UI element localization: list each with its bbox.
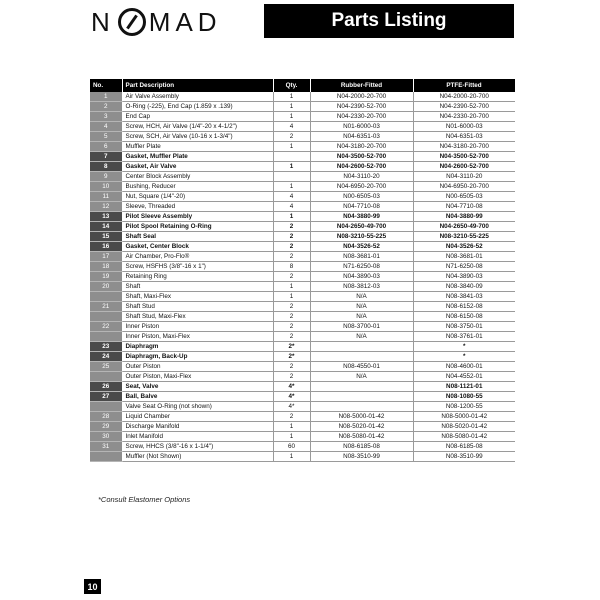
part-number-cell: 1 xyxy=(90,92,122,102)
rubber-fitted-cell: N/A xyxy=(310,312,413,322)
table-row xyxy=(90,402,515,412)
ptfe-fitted-cell: N08-3210-55-225 xyxy=(413,232,515,242)
part-description-cell: Inner Piston xyxy=(122,322,273,332)
ptfe-fitted-cell: N08-5080-01-42 xyxy=(413,432,515,442)
part-number-cell: 30 xyxy=(90,432,122,442)
table-row xyxy=(90,212,515,222)
table-row xyxy=(90,452,515,462)
part-description-cell: Muffler Plate xyxy=(122,142,273,152)
table-row xyxy=(90,442,515,452)
quantity-cell: 2 xyxy=(273,252,310,262)
ptfe-fitted-cell: N04-6351-03 xyxy=(413,132,515,142)
quantity-cell: 8 xyxy=(273,262,310,272)
ptfe-fitted-cell: N08-1080-55 xyxy=(413,392,515,402)
ptfe-fitted-cell: N08-6152-08 xyxy=(413,302,515,312)
rubber-fitted-cell: N04-2000-20-700 xyxy=(310,92,413,102)
table-row xyxy=(90,102,515,112)
table-row xyxy=(90,382,515,392)
part-description-cell: Outer Piston xyxy=(122,362,273,372)
column-header-qty: Qty. xyxy=(273,79,310,92)
part-description-cell: Gasket, Center Block xyxy=(122,242,273,252)
rubber-fitted-cell: N04-6351-03 xyxy=(310,132,413,142)
part-description-cell: Gasket, Air Valve xyxy=(122,162,273,172)
part-description-cell: Inner Piston, Maxi-Flex xyxy=(122,332,273,342)
rubber-fitted-cell xyxy=(310,352,413,362)
table-row xyxy=(90,432,515,442)
table-row xyxy=(90,392,515,402)
part-number-cell: 11 xyxy=(90,192,122,202)
part-number-cell: 18 xyxy=(90,262,122,272)
rubber-fitted-cell: N00-6505-03 xyxy=(310,192,413,202)
ptfe-fitted-cell: N71-6250-08 xyxy=(413,262,515,272)
rubber-fitted-cell: N04-2650-49-700 xyxy=(310,222,413,232)
part-description-cell: Retaining Ring xyxy=(122,272,273,282)
table-row xyxy=(90,112,515,122)
rubber-fitted-cell: N04-6950-20-700 xyxy=(310,182,413,192)
quantity-cell: 4 xyxy=(273,202,310,212)
part-number-cell: 19 xyxy=(90,272,122,282)
parts-table xyxy=(90,79,516,462)
ptfe-fitted-cell: N08-6185-08 xyxy=(413,442,515,452)
table-header-row xyxy=(90,79,515,92)
brand-logo-text-left: N xyxy=(91,6,115,37)
rubber-fitted-cell: N08-4550-01 xyxy=(310,362,413,372)
compass-icon xyxy=(118,8,146,36)
table-row xyxy=(90,412,515,422)
part-number-cell xyxy=(90,402,122,412)
rubber-fitted-cell: N04-3180-20-700 xyxy=(310,142,413,152)
quantity-cell: 60 xyxy=(273,442,310,452)
rubber-fitted-cell: N04-2600-52-700 xyxy=(310,162,413,172)
ptfe-fitted-cell: N08-4600-01 xyxy=(413,362,515,372)
ptfe-fitted-cell: N04-3890-03 xyxy=(413,272,515,282)
quantity-cell: 2 xyxy=(273,232,310,242)
rubber-fitted-cell: N04-3500-52-700 xyxy=(310,152,413,162)
quantity-cell: 2 xyxy=(273,312,310,322)
ptfe-fitted-cell: N04-6950-20-700 xyxy=(413,182,515,192)
table-row xyxy=(90,352,515,362)
part-number-cell: 4 xyxy=(90,122,122,132)
ptfe-fitted-cell: N04-3180-20-700 xyxy=(413,142,515,152)
ptfe-fitted-cell: N08-3841-03 xyxy=(413,292,515,302)
ptfe-fitted-cell: N04-2390-52-700 xyxy=(413,102,515,112)
rubber-fitted-cell xyxy=(310,382,413,392)
part-number-cell xyxy=(90,372,122,382)
parts-table-body xyxy=(90,92,515,462)
rubber-fitted-cell xyxy=(310,402,413,412)
part-description-cell: Bushing, Reducer xyxy=(122,182,273,192)
rubber-fitted-cell: N08-5000-01-42 xyxy=(310,412,413,422)
ptfe-fitted-cell: N04-2600-52-700 xyxy=(413,162,515,172)
table-row xyxy=(90,292,515,302)
ptfe-fitted-cell: N08-6150-08 xyxy=(413,312,515,322)
part-number-cell: 20 xyxy=(90,282,122,292)
quantity-cell: 1 xyxy=(273,292,310,302)
part-description-cell: Diaphragm, Back-Up xyxy=(122,352,273,362)
ptfe-fitted-cell: N08-3510-99 xyxy=(413,452,515,462)
rubber-fitted-cell: N08-5020-01-42 xyxy=(310,422,413,432)
quantity-cell: 1 xyxy=(273,142,310,152)
part-number-cell: 14 xyxy=(90,222,122,232)
brand-logo xyxy=(91,5,222,39)
part-number-cell: 13 xyxy=(90,212,122,222)
quantity-cell: 1 xyxy=(273,282,310,292)
table-row xyxy=(90,242,515,252)
ptfe-fitted-cell: N08-1121-01 xyxy=(413,382,515,392)
part-number-cell xyxy=(90,292,122,302)
part-description-cell: O-Ring (-225), End Cap (1.859 x .139) xyxy=(122,102,273,112)
part-description-cell: Screw, SCH, Air Valve (10-16 x 1-3/4") xyxy=(122,132,273,142)
table-row xyxy=(90,152,515,162)
quantity-cell: 1 xyxy=(273,432,310,442)
table-row xyxy=(90,162,515,172)
part-number-cell: 10 xyxy=(90,182,122,192)
part-number-cell: 31 xyxy=(90,442,122,452)
part-description-cell: Valve Seat O-Ring (not shown) xyxy=(122,402,273,412)
table-row xyxy=(90,92,515,102)
quantity-cell: 1 xyxy=(273,182,310,192)
ptfe-fitted-cell: * xyxy=(413,352,515,362)
rubber-fitted-cell: N04-3880-99 xyxy=(310,212,413,222)
table-row xyxy=(90,282,515,292)
part-number-cell xyxy=(90,312,122,322)
part-description-cell: Air Valve Assembly xyxy=(122,92,273,102)
table-row xyxy=(90,422,515,432)
table-row xyxy=(90,122,515,132)
ptfe-fitted-cell: N08-3681-01 xyxy=(413,252,515,262)
quantity-cell: 2 xyxy=(273,222,310,232)
ptfe-fitted-cell: N04-3110-20 xyxy=(413,172,515,182)
ptfe-fitted-cell: N04-2650-49-700 xyxy=(413,222,515,232)
rubber-fitted-cell: N/A xyxy=(310,332,413,342)
table-row xyxy=(90,312,515,322)
ptfe-fitted-cell: N04-3500-52-700 xyxy=(413,152,515,162)
rubber-fitted-cell: N01-6000-03 xyxy=(310,122,413,132)
part-description-cell: Shaft Stud, Maxi-Flex xyxy=(122,312,273,322)
table-row xyxy=(90,172,515,182)
rubber-fitted-cell: N08-3700-01 xyxy=(310,322,413,332)
quantity-cell: 2 xyxy=(273,272,310,282)
part-description-cell: Center Block Assembly xyxy=(122,172,273,182)
ptfe-fitted-cell: N08-5020-01-42 xyxy=(413,422,515,432)
quantity-cell: 2 xyxy=(273,332,310,342)
page-title: Parts Listing xyxy=(264,4,514,38)
part-description-cell: Gasket, Muffler Plate xyxy=(122,152,273,162)
part-description-cell: Muffler (Not Shown) xyxy=(122,452,273,462)
part-description-cell: Outer Piston, Maxi-Flex xyxy=(122,372,273,382)
part-description-cell: Ball, Balve xyxy=(122,392,273,402)
table-row xyxy=(90,322,515,332)
part-number-cell: 5 xyxy=(90,132,122,142)
table-row xyxy=(90,252,515,262)
rubber-fitted-cell: N08-3510-99 xyxy=(310,452,413,462)
column-header-description: Part Description xyxy=(122,79,273,92)
ptfe-fitted-cell: N08-3840-09 xyxy=(413,282,515,292)
table-row xyxy=(90,232,515,242)
quantity-cell xyxy=(273,152,310,162)
part-number-cell: 3 xyxy=(90,112,122,122)
brand-logo-text-right: MAD xyxy=(148,6,222,37)
part-description-cell: Diaphragm xyxy=(122,342,273,352)
part-number-cell: 16 xyxy=(90,242,122,252)
rubber-fitted-cell: N/A xyxy=(310,372,413,382)
part-number-cell: 12 xyxy=(90,202,122,212)
quantity-cell: 2 xyxy=(273,362,310,372)
part-number-cell: 2 xyxy=(90,102,122,112)
part-number-cell: 26 xyxy=(90,382,122,392)
ptfe-fitted-cell: N04-3880-99 xyxy=(413,212,515,222)
rubber-fitted-cell: N/A xyxy=(310,292,413,302)
part-description-cell: Sleeve, Threaded xyxy=(122,202,273,212)
quantity-cell: 2* xyxy=(273,352,310,362)
part-description-cell: Shaft xyxy=(122,282,273,292)
part-number-cell: 21 xyxy=(90,302,122,312)
part-number-cell: 8 xyxy=(90,162,122,172)
rubber-fitted-cell: N71-6250-08 xyxy=(310,262,413,272)
quantity-cell: 1 xyxy=(273,92,310,102)
quantity-cell: 4* xyxy=(273,382,310,392)
part-number-cell: 6 xyxy=(90,142,122,152)
table-row xyxy=(90,192,515,202)
part-description-cell: Screw, HSFHS (3/8"-16 x 1") xyxy=(122,262,273,272)
part-description-cell: Shaft Stud xyxy=(122,302,273,312)
ptfe-fitted-cell: N04-2330-20-700 xyxy=(413,112,515,122)
ptfe-fitted-cell: N01-6000-03 xyxy=(413,122,515,132)
table-row xyxy=(90,132,515,142)
part-description-cell: Pilot Spool Retaining O-Ring xyxy=(122,222,273,232)
quantity-cell: 1 xyxy=(273,102,310,112)
part-number-cell: 17 xyxy=(90,252,122,262)
quantity-cell: 2 xyxy=(273,372,310,382)
footnote: *Consult Elastomer Options xyxy=(98,495,191,504)
rubber-fitted-cell: N04-3110-20 xyxy=(310,172,413,182)
column-header-no: No. xyxy=(90,79,122,92)
quantity-cell: 4* xyxy=(273,392,310,402)
ptfe-fitted-cell: N04-4552-01 xyxy=(413,372,515,382)
quantity-cell: 2 xyxy=(273,132,310,142)
quantity-cell: 2 xyxy=(273,242,310,252)
quantity-cell: 4 xyxy=(273,192,310,202)
part-number-cell: 7 xyxy=(90,152,122,162)
table-row xyxy=(90,222,515,232)
rubber-fitted-cell: N04-7710-08 xyxy=(310,202,413,212)
part-description-cell: Inlet Manifold xyxy=(122,432,273,442)
rubber-fitted-cell xyxy=(310,392,413,402)
ptfe-fitted-cell: N04-3526-52 xyxy=(413,242,515,252)
quantity-cell: 2 xyxy=(273,322,310,332)
part-number-cell: 25 xyxy=(90,362,122,372)
rubber-fitted-cell xyxy=(310,342,413,352)
table-row xyxy=(90,272,515,282)
quantity-cell: 2 xyxy=(273,412,310,422)
table-row xyxy=(90,262,515,272)
table-row xyxy=(90,332,515,342)
quantity-cell: 1 xyxy=(273,112,310,122)
part-description-cell: Shaft, Maxi-Flex xyxy=(122,292,273,302)
ptfe-fitted-cell: N08-3750-01 xyxy=(413,322,515,332)
part-description-cell: Liquid Chamber xyxy=(122,412,273,422)
part-number-cell: 28 xyxy=(90,412,122,422)
quantity-cell: 2 xyxy=(273,302,310,312)
rubber-fitted-cell: N04-3526-52 xyxy=(310,242,413,252)
part-number-cell: 29 xyxy=(90,422,122,432)
quantity-cell: 4* xyxy=(273,402,310,412)
quantity-cell: 1 xyxy=(273,422,310,432)
rubber-fitted-cell: N08-3681-01 xyxy=(310,252,413,262)
rubber-fitted-cell: N08-5080-01-42 xyxy=(310,432,413,442)
rubber-fitted-cell: N04-2390-52-700 xyxy=(310,102,413,112)
part-number-cell: 27 xyxy=(90,392,122,402)
quantity-cell: 1 xyxy=(273,162,310,172)
ptfe-fitted-cell: N08-3761-01 xyxy=(413,332,515,342)
column-header-rubber-fitted: Rubber-Fitted xyxy=(310,79,413,92)
table-row xyxy=(90,342,515,352)
table-row xyxy=(90,302,515,312)
part-number-cell: 24 xyxy=(90,352,122,362)
quantity-cell: 4 xyxy=(273,122,310,132)
rubber-fitted-cell: N08-6185-08 xyxy=(310,442,413,452)
rubber-fitted-cell: N08-3210-55-225 xyxy=(310,232,413,242)
rubber-fitted-cell: N/A xyxy=(310,302,413,312)
part-description-cell: Air Chamber, Pro-Flo® xyxy=(122,252,273,262)
ptfe-fitted-cell: N00-6505-03 xyxy=(413,192,515,202)
part-description-cell: Screw, HHCS (3/8"-16 x 1-1/4") xyxy=(122,442,273,452)
table-row xyxy=(90,362,515,372)
rubber-fitted-cell: N08-3812-03 xyxy=(310,282,413,292)
ptfe-fitted-cell: N08-5000-01-42 xyxy=(413,412,515,422)
table-row xyxy=(90,142,515,152)
part-description-cell: Seat, Valve xyxy=(122,382,273,392)
page-number: 10 xyxy=(84,579,101,594)
ptfe-fitted-cell: N08-1200-55 xyxy=(413,402,515,412)
part-number-cell: 23 xyxy=(90,342,122,352)
part-description-cell: Discharge Manifold xyxy=(122,422,273,432)
part-description-cell: End Cap xyxy=(122,112,273,122)
part-description-cell: Nut, Square (1/4"-20) xyxy=(122,192,273,202)
part-number-cell: 15 xyxy=(90,232,122,242)
quantity-cell: 2* xyxy=(273,342,310,352)
part-number-cell: 22 xyxy=(90,322,122,332)
table-row xyxy=(90,202,515,212)
quantity-cell: 1 xyxy=(273,212,310,222)
quantity-cell xyxy=(273,172,310,182)
table-row xyxy=(90,182,515,192)
part-description-cell: Screw, HCH, Air Valve (1/4"-20 x 4-1/2") xyxy=(122,122,273,132)
ptfe-fitted-cell: N04-7710-08 xyxy=(413,202,515,212)
ptfe-fitted-cell: N04-2000-20-700 xyxy=(413,92,515,102)
table-row xyxy=(90,372,515,382)
part-number-cell xyxy=(90,452,122,462)
rubber-fitted-cell: N04-2330-20-700 xyxy=(310,112,413,122)
part-description-cell: Shaft Seal xyxy=(122,232,273,242)
quantity-cell: 1 xyxy=(273,452,310,462)
part-number-cell xyxy=(90,332,122,342)
rubber-fitted-cell: N04-3890-03 xyxy=(310,272,413,282)
part-number-cell: 9 xyxy=(90,172,122,182)
part-description-cell: Pilot Sleeve Assembly xyxy=(122,212,273,222)
column-header-ptfe-fitted: PTFE-Fitted xyxy=(413,79,515,92)
ptfe-fitted-cell: * xyxy=(413,342,515,352)
